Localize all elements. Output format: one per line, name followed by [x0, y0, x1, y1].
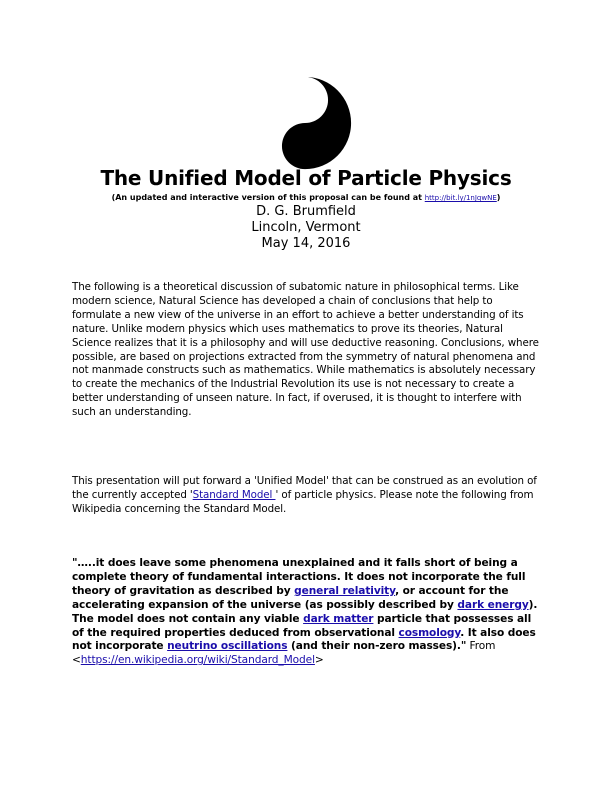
quote-from-label: From [466, 640, 496, 653]
general-relativity-link[interactable]: general relativity [294, 584, 396, 597]
standard-model-link[interactable]: Standard Model [192, 488, 276, 501]
neutrino-oscillations-link[interactable]: neutrino oscillations [167, 640, 288, 653]
quote-text-2: , or account for the accelerating expansion of the universe (as possibly described by [72, 584, 509, 611]
dark-energy-link[interactable]: dark energy [457, 598, 529, 611]
quote-text-4: particle that possesses all of the required properties deduced from observational [72, 612, 532, 639]
dark-matter-link[interactable]: dark matter [303, 612, 374, 625]
paragraph2-text-after: ' of particle physics. Please note the following from Wikipedia concerning the Standard Model. [72, 488, 534, 515]
update-link[interactable]: http://bit.ly/1nJqwNE [424, 194, 497, 202]
yin-yang-dark-half [282, 77, 351, 169]
author-name: D. G. Brumfield [256, 204, 356, 219]
source-close-bracket: > [314, 654, 324, 667]
quote-text-5: . It also does not incorporate [72, 626, 536, 653]
intro-paragraph: The following is a theoretical discussion of subatomic nature in philosophical terms. Like modern science, Natural Science has developed a chain of conclusions that help to formulate a new view of the universe in an effort to achieve a better understanding of its nature. Unlike modern physics which uses mathematics to prove its theories, Natural Science realizes that it is a philosophy and will use deductive reasoning. Conclusions, where possible, are based on projections extracted from the symmetry of natural phenomena and not manmade constructs such as mathematics. While mathematics is absolutely necessary to create the mechanics of the Industrial Revolution its use is not necessary to create a better understanding of unseen nature. In fact, if overused, it is thought to interfere with such an understanding. [72, 281, 539, 419]
quote-text-6: (and their non-zero masses)." [287, 640, 467, 653]
plus-symbol: + [295, 85, 315, 112]
paragraph2-text-before: This presentation will put forward a 'Unified Model' that can be construed as an evolution of the currently accepted ' [72, 475, 537, 501]
quote-text-1: "…..it does leave some phenomena unexplained and it falls short of being a complete theory of fundamental interactions. It does not incorporate the full theory of gravitation as described by [72, 557, 526, 597]
wikipedia-quote [72, 557, 544, 668]
wikipedia-source-link[interactable]: https://en.wikipedia.org/wiki/Standard_Model [80, 654, 315, 667]
standard-model-paragraph [72, 475, 542, 517]
author-location: Lincoln, Vermont [251, 220, 361, 235]
update-note [0, 193, 612, 202]
update-note-suffix: ) [496, 193, 501, 202]
source-open-bracket: < [72, 654, 81, 667]
minus-symbol: - [300, 128, 310, 155]
publication-date: May 14, 2016 [261, 236, 351, 251]
document-title: The Unified Model of Particle Physics [100, 166, 512, 190]
quote-text-3: ). The model does not contain any viable [72, 598, 538, 625]
yin-yang-icon [257, 75, 353, 171]
cosmology-link[interactable]: cosmology [398, 626, 461, 639]
update-note-prefix: (An updated and interactive version of this proposal can be found at [111, 193, 425, 202]
